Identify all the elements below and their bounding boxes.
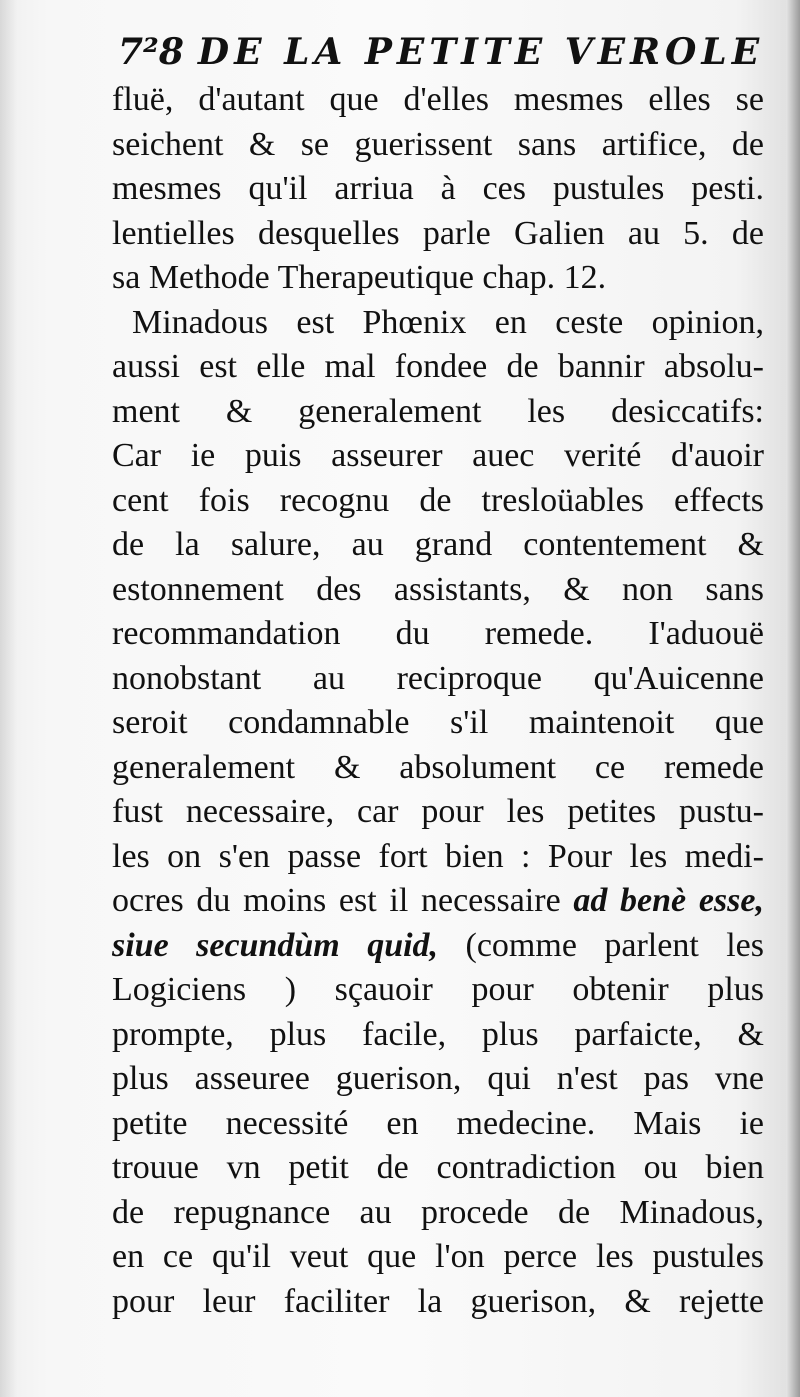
running-title: DE LA PETITE VEROLE xyxy=(197,31,765,73)
body-text xyxy=(112,78,764,1324)
text-line: fluë, d'autant que d'elles mesmes elles se xyxy=(112,81,764,118)
text-line: seichent & se guerissent sans artifice, de xyxy=(112,125,764,163)
text-line-with-latin: ocres du moins est il necessaire ad benè esse, xyxy=(112,882,764,919)
text-line: ment & generalement les desiccatifs: xyxy=(112,392,764,430)
text-line: Logiciens ) sçauoir pour obtenir plus xyxy=(112,971,764,1008)
page-gutter-shadow xyxy=(0,0,18,1397)
text-line: lentielles desquelles parle Galien au 5. de xyxy=(112,214,764,252)
latin-phrase: ad benè esse, xyxy=(573,882,764,919)
text-line: de repugnance au procede de Minadous, xyxy=(112,1193,764,1231)
text-line: les on s'en passe fort bien : Pour les medi- xyxy=(112,837,764,875)
text-line: fust necessaire, car pour les petites pustu- xyxy=(112,793,764,830)
page-number: 7²8 xyxy=(118,31,184,73)
text-line: generalement & absolument ce remede xyxy=(112,748,764,786)
text-line: cent fois recognu de tresloüables effects xyxy=(112,481,764,519)
text-line: pour leur faciliter la guerison, & rejette xyxy=(112,1282,764,1320)
text-line: petite necessité en medecine. Mais ie xyxy=(112,1104,764,1142)
running-header xyxy=(118,30,765,74)
text-line: plus asseuree guerison, qui n'est pas vne xyxy=(112,1060,764,1097)
text-line: trouue vn petit de contradiction ou bien xyxy=(112,1149,764,1186)
text-line: nonobstant au reciproque qu'Auicenne xyxy=(112,659,764,697)
text-line: seroit condamnable s'il maintenoit que xyxy=(112,704,764,741)
text-line: de la salure, au grand contentement & xyxy=(112,526,764,563)
latin-phrase: siue secundùm quid, xyxy=(112,926,439,964)
text-line: sa Methode Therapeutique chap. 12. xyxy=(112,259,607,296)
text-line: Minadous est Phœnix en ceste opinion, xyxy=(132,303,764,341)
text-line: en ce qu'il veut que l'on perce les pustules xyxy=(112,1238,764,1275)
text-line-with-latin: siue secundùm quid, (comme parlent les xyxy=(112,926,764,964)
text-line: aussi est elle mal fondee de bannir absolu- xyxy=(112,348,764,385)
text-line: mesmes qu'il arriua à ces pustules pesti. xyxy=(112,170,764,207)
text-line: prompte, plus facile, plus parfaicte, & xyxy=(112,1015,764,1053)
text-line: recommandation du remede. I'aduouë xyxy=(112,615,764,652)
text-line: estonnement des assistants, & non sans xyxy=(112,570,764,608)
text-line: Car ie puis asseurer auec verité d'auoir xyxy=(112,437,764,474)
page-edge-shadow xyxy=(786,0,800,1397)
